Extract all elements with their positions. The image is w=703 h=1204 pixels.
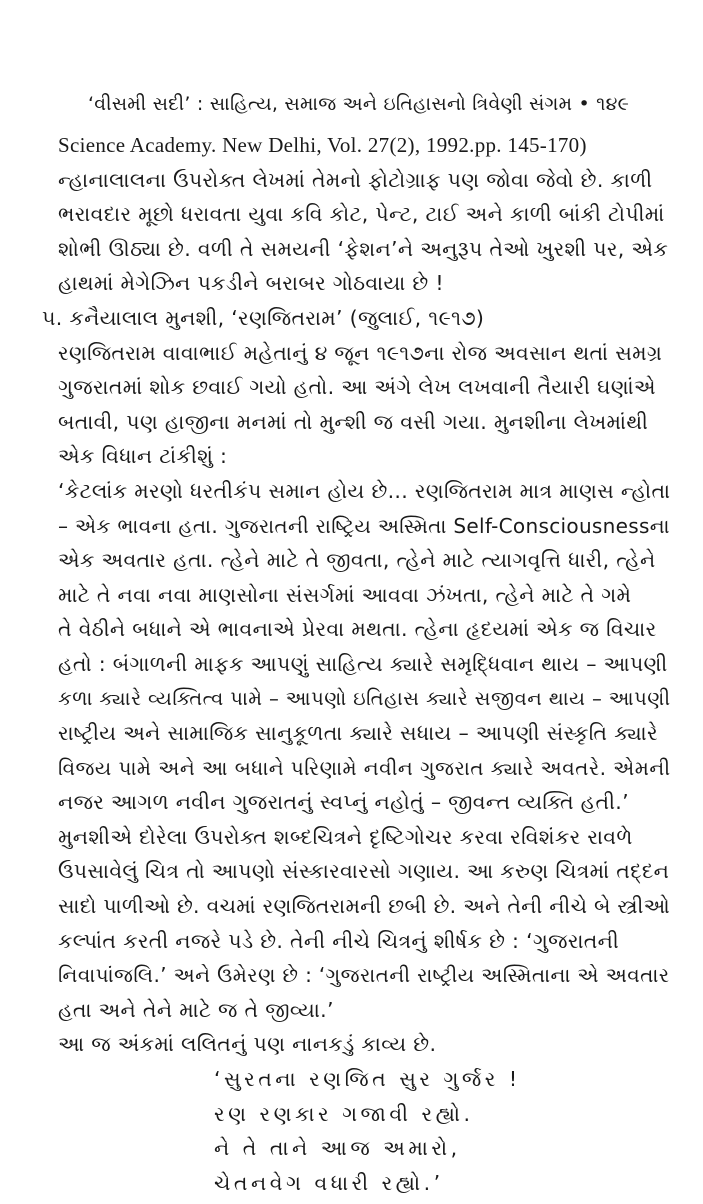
text-line: નિવાપાંજલિ.’ અને ઉમેરણ છે : ‘ગુજરાતની રાષ્ટ્રીય અસ્મિતાના એ અવતાર bbox=[58, 963, 670, 988]
text-line: રણજિતરામ વાવાભાઈ મહેતાનું ૪ જૂન ૧૯૧૭ના રોજ અવસાન થતાં સમગ્ર bbox=[58, 340, 663, 365]
text-line: હતો : બંગાળની માફક આપણું સાહિત્ય ક્યારે સમૃદ્ધિવાન થાય – આપણી bbox=[58, 651, 668, 676]
text-line: નજર આગળ નવીન ગુજરાતનું સ્વપ્નું નહોતું – જીવન્ત વ્યક્તિ હતી.’ bbox=[58, 790, 629, 815]
text-line: ૫. કનૈયાલાલ મુનશી, ‘રણજિતરામ’ (જુલાઈ, ૧૯૧૭) bbox=[42, 305, 485, 330]
text-line: બતાવી, પણ હાજીના મનમાં તો મુન્શી જ વસી ગયા. મુનશીના લેખમાંથી bbox=[58, 409, 649, 434]
running-header: ‘વીસમી સદી’ : સાહિત્ય, સમાજ અને ઇતિહાસનો ત્રિવેણી સંગમ • ૧૪૯ bbox=[88, 93, 630, 115]
text-line: ન્હાનાલાલના ઉપરોક્ત લેખમાં તેમનો ફોટોગ્રાફ પણ જોવા જેવો છે. કાળી bbox=[58, 167, 653, 192]
poem-line: ચેતનવેગ વધારી રહ્યો.’ bbox=[214, 1170, 444, 1195]
text-line: – એક ભાવના હતા. ગુજરાતની રાષ્ટ્રિય અસ્મિતા Self-Consciousnessના bbox=[58, 513, 670, 538]
text-line: માટે તે નવા નવા માણસોના સંસર્ગમાં આવવા ઝંખતા, ત્હેને માટે તે ગમે bbox=[58, 582, 632, 607]
text-line: ઉપસાવેલું ચિત્ર તો આપણો સંસ્કારવારસો ગણાય. આ કરુણ ચિત્રમાં તદ્દન bbox=[58, 859, 670, 884]
text-line: તે વેઠીને બધાને એ ભાવનાએ પ્રેરવા મથતા. ત્હેના હૃદયમાં એક જ વિચાર bbox=[58, 617, 657, 642]
text-line: આ જ અંકમાં લલિતનું પણ નાનકડું કાવ્ય છે. bbox=[58, 1032, 437, 1057]
text-line: Science Academy. New Delhi, Vol. 27(2), 1992.pp. 145-170) bbox=[58, 133, 587, 157]
text-line: મુનશીએ દોરેલા ઉપરોક્ત શબ્દચિત્રને દૃષ્ટિગોચર કરવા રવિશંકર રાવળે bbox=[58, 824, 633, 849]
text-line: કલ્પાંત કરતી નજરે પડે છે. તેની નીચે ચિત્રનું શીર્ષક છે : ‘ગુજરાતની bbox=[58, 928, 620, 953]
body-text bbox=[42, 128, 670, 1200]
text-line: એક વિધાન ટાંકીશું : bbox=[58, 444, 228, 469]
poem-line: ને તે તાને આજ અમારો, bbox=[214, 1136, 461, 1161]
text-line: ભરાવદાર મૂછો ધરાવતા યુવા કવિ કોટ, પેન્ટ, ટાઈ અને કાળી બાંકી ટોપીમાં bbox=[58, 202, 665, 227]
text-line: વિજય પામે અને આ બધાને પરિણામે નવીન ગુજરાત ક્યારે અવતરે. એમની bbox=[58, 755, 670, 780]
text-line: કળા ક્યારે વ્યક્તિત્વ પામે – આપણો ઇતિહાસ ક્યારે સજીવન થાય – આપણી bbox=[58, 686, 670, 710]
text-line: સાદો પાળીઓ છે. વચમાં રણજિતરામની છબી છે. અને તેની નીચે બે સ્ત્રીઓ bbox=[58, 894, 670, 919]
text-line: ‘કેટલાંક મરણો ધરતીકંપ સમાન હોય છે... રણજિતરામ માત્ર માણસ ન્હોતા bbox=[58, 478, 670, 503]
poem bbox=[58, 1062, 670, 1200]
text-line: એક અવતાર હતા. ત્હેને માટે તે જીવતા, ત્હેને માટે ત્યાગવૃત્તિ ધારી, ત્હેને bbox=[58, 548, 656, 573]
text-line: રાષ્ટ્રીય અને સામાજિક સાનુકૂળતા ક્યારે સધાય – આપણી સંસ્કૃતિ ક્યારે bbox=[58, 721, 658, 746]
text-line: શોભી ઊઠ્યા છે. વળી તે સમયની ‘ફેશન’ને અનુરૂપ તેઓ ખુરશી પર, એક bbox=[58, 236, 669, 261]
text-line: હતા અને તેને માટે જ તે જીવ્યા.’ bbox=[58, 997, 334, 1022]
poem-line: ‘સુરતના રણજિત સુર ગુર્જર ! bbox=[214, 1067, 521, 1092]
poem-line: રણ રણકાર ગજાવી રહ્યો. bbox=[214, 1101, 474, 1126]
text-line: હાથમાં મેગેઝિન પકડીને બરાબર ગોઠવાયા છે ! bbox=[58, 271, 444, 296]
text-line: ગુજરાતમાં શોક છવાઈ ગયો હતો. આ અંગે લેખ લખવાની તૈયારી ઘણાંએ bbox=[58, 375, 656, 400]
